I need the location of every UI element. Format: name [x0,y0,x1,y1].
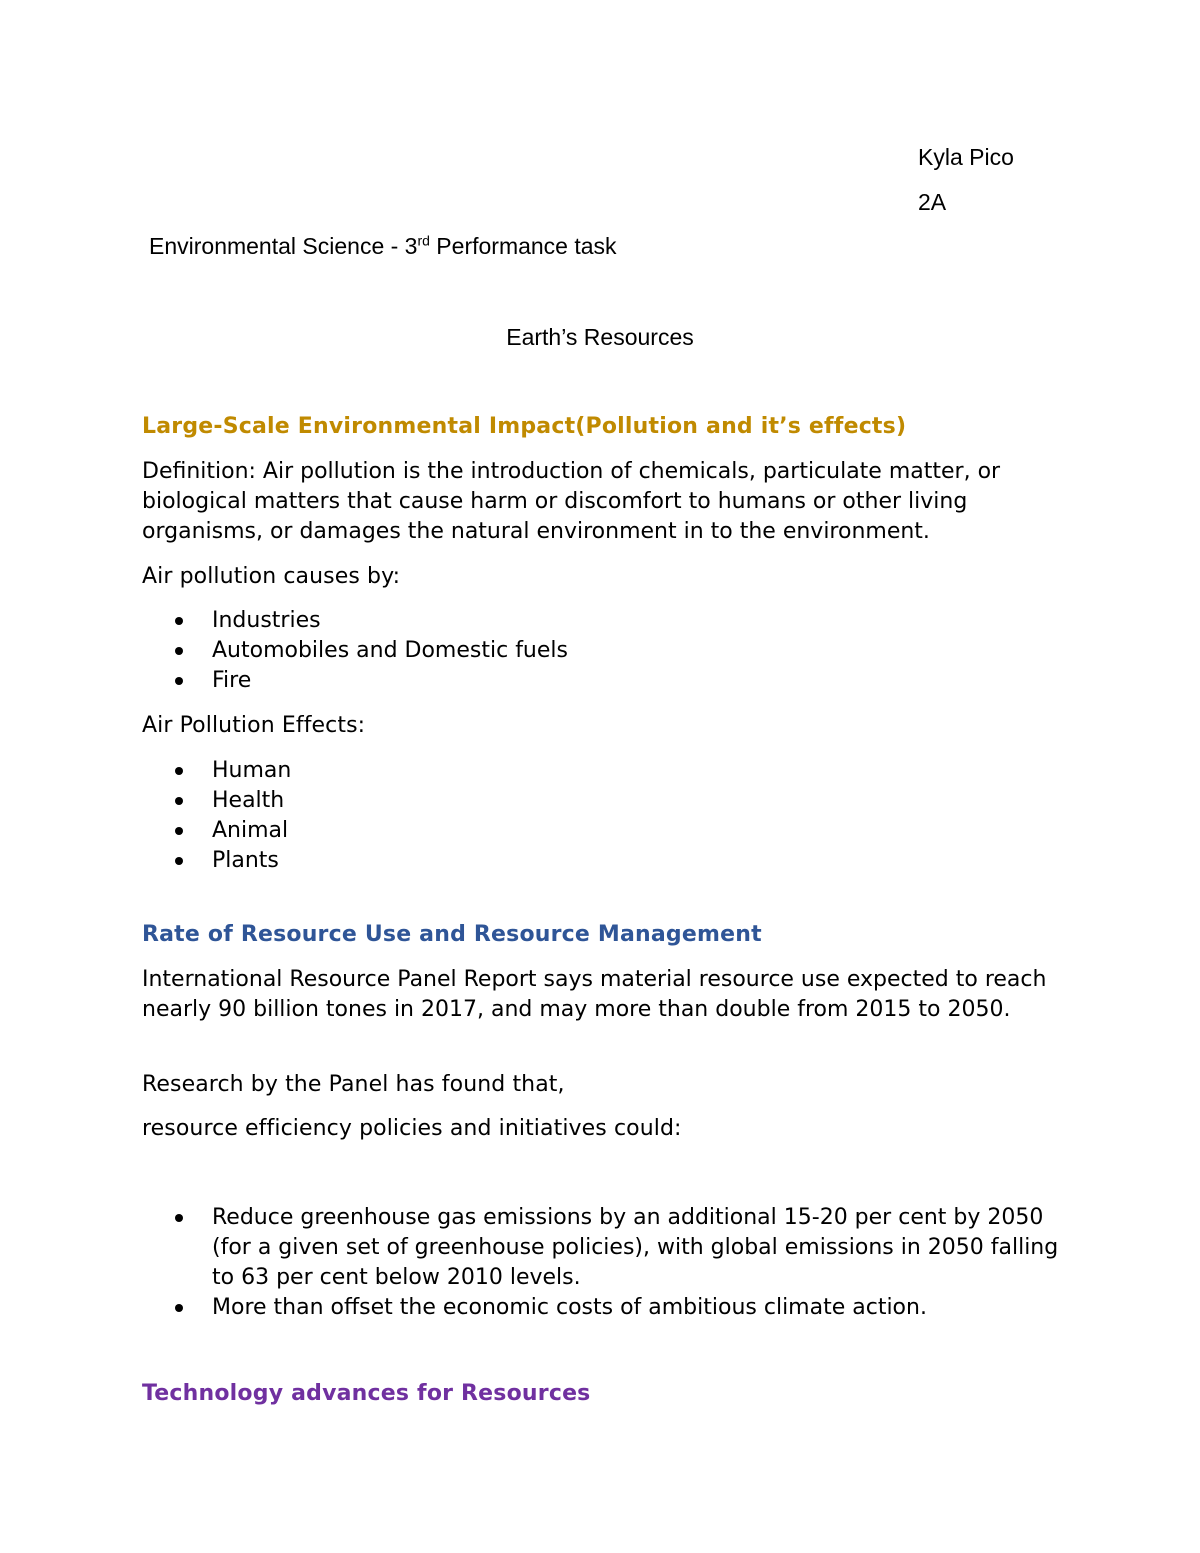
policies-line: resource efficiency policies and initiatives could: [142,1116,682,1141]
list-item [142,786,1062,816]
list-item [142,1293,1062,1323]
effects-label: Air Pollution Effects: [142,713,366,738]
page-title: Earth’s Resources [506,324,694,350]
bullet-icon [175,647,183,655]
author-name: Kyla Pico [918,144,1014,170]
causes-list [142,606,1062,696]
effects-list [142,756,1062,876]
list-item [142,846,1062,876]
causes-label: Air pollution causes by: [142,564,401,589]
list-item [142,816,1062,846]
list-item [142,606,1062,636]
course-superscript: rd [417,232,430,249]
course-suffix: Performance task [429,233,617,259]
list-item [142,666,1062,696]
course-line [149,231,617,261]
bullet-icon [175,677,183,685]
bullet-icon [175,857,183,865]
list-item-text: Health [212,788,285,813]
research-line: Research by the Panel has found that, [142,1072,565,1097]
panel-report-paragraph: International Resource Panel Report says material resource use expected to reach nearly 90 billion tones in 2017, and may more than double from 2015 to 2050. [142,967,1047,1022]
list-item-text: Fire [212,668,252,693]
list-item-text: Automobiles and Domestic fuels [212,638,568,663]
bullet-icon [175,797,183,805]
section-heading-resource-use: Rate of Resource Use and Resource Management [142,922,762,947]
definition-paragraph: Definition: Air pollution is the introduction of chemicals, particulate matter, or biological matters that cause harm or discomfort to humans or other living organisms, or damages the natural environment in to the environment. [142,459,1001,544]
section-heading-pollution: Large-Scale Environmental Impact(Pollution and it’s effects) [142,414,907,439]
list-item-text: Human [212,758,292,783]
bullet-icon [175,1304,183,1312]
list-item [142,756,1062,786]
list-item-text: Animal [212,818,289,843]
list-item [142,636,1062,666]
bullet-icon [175,827,183,835]
bullet-icon [175,767,183,775]
list-item-text: More than offset the economic costs of ambitious climate action. [212,1295,927,1320]
list-item-text: Industries [212,608,321,633]
list-item-text: Reduce greenhouse gas emissions by an additional 15-20 per cent by 2050 (for a given set of greenhouse policies), with global emissions in 2050 falling to 63 per cent below 2010 levels. [212,1205,1059,1290]
list-item [142,1203,1062,1293]
class-section: 2A [918,189,947,215]
list-item-text: Plants [212,848,279,873]
section-heading-technology: Technology advances for Resources [142,1381,591,1406]
bullet-icon [175,1214,183,1222]
policy-outcomes-list [142,1203,1062,1323]
course-prefix: Environmental Science - 3 [149,233,418,259]
bullet-icon [175,617,183,625]
